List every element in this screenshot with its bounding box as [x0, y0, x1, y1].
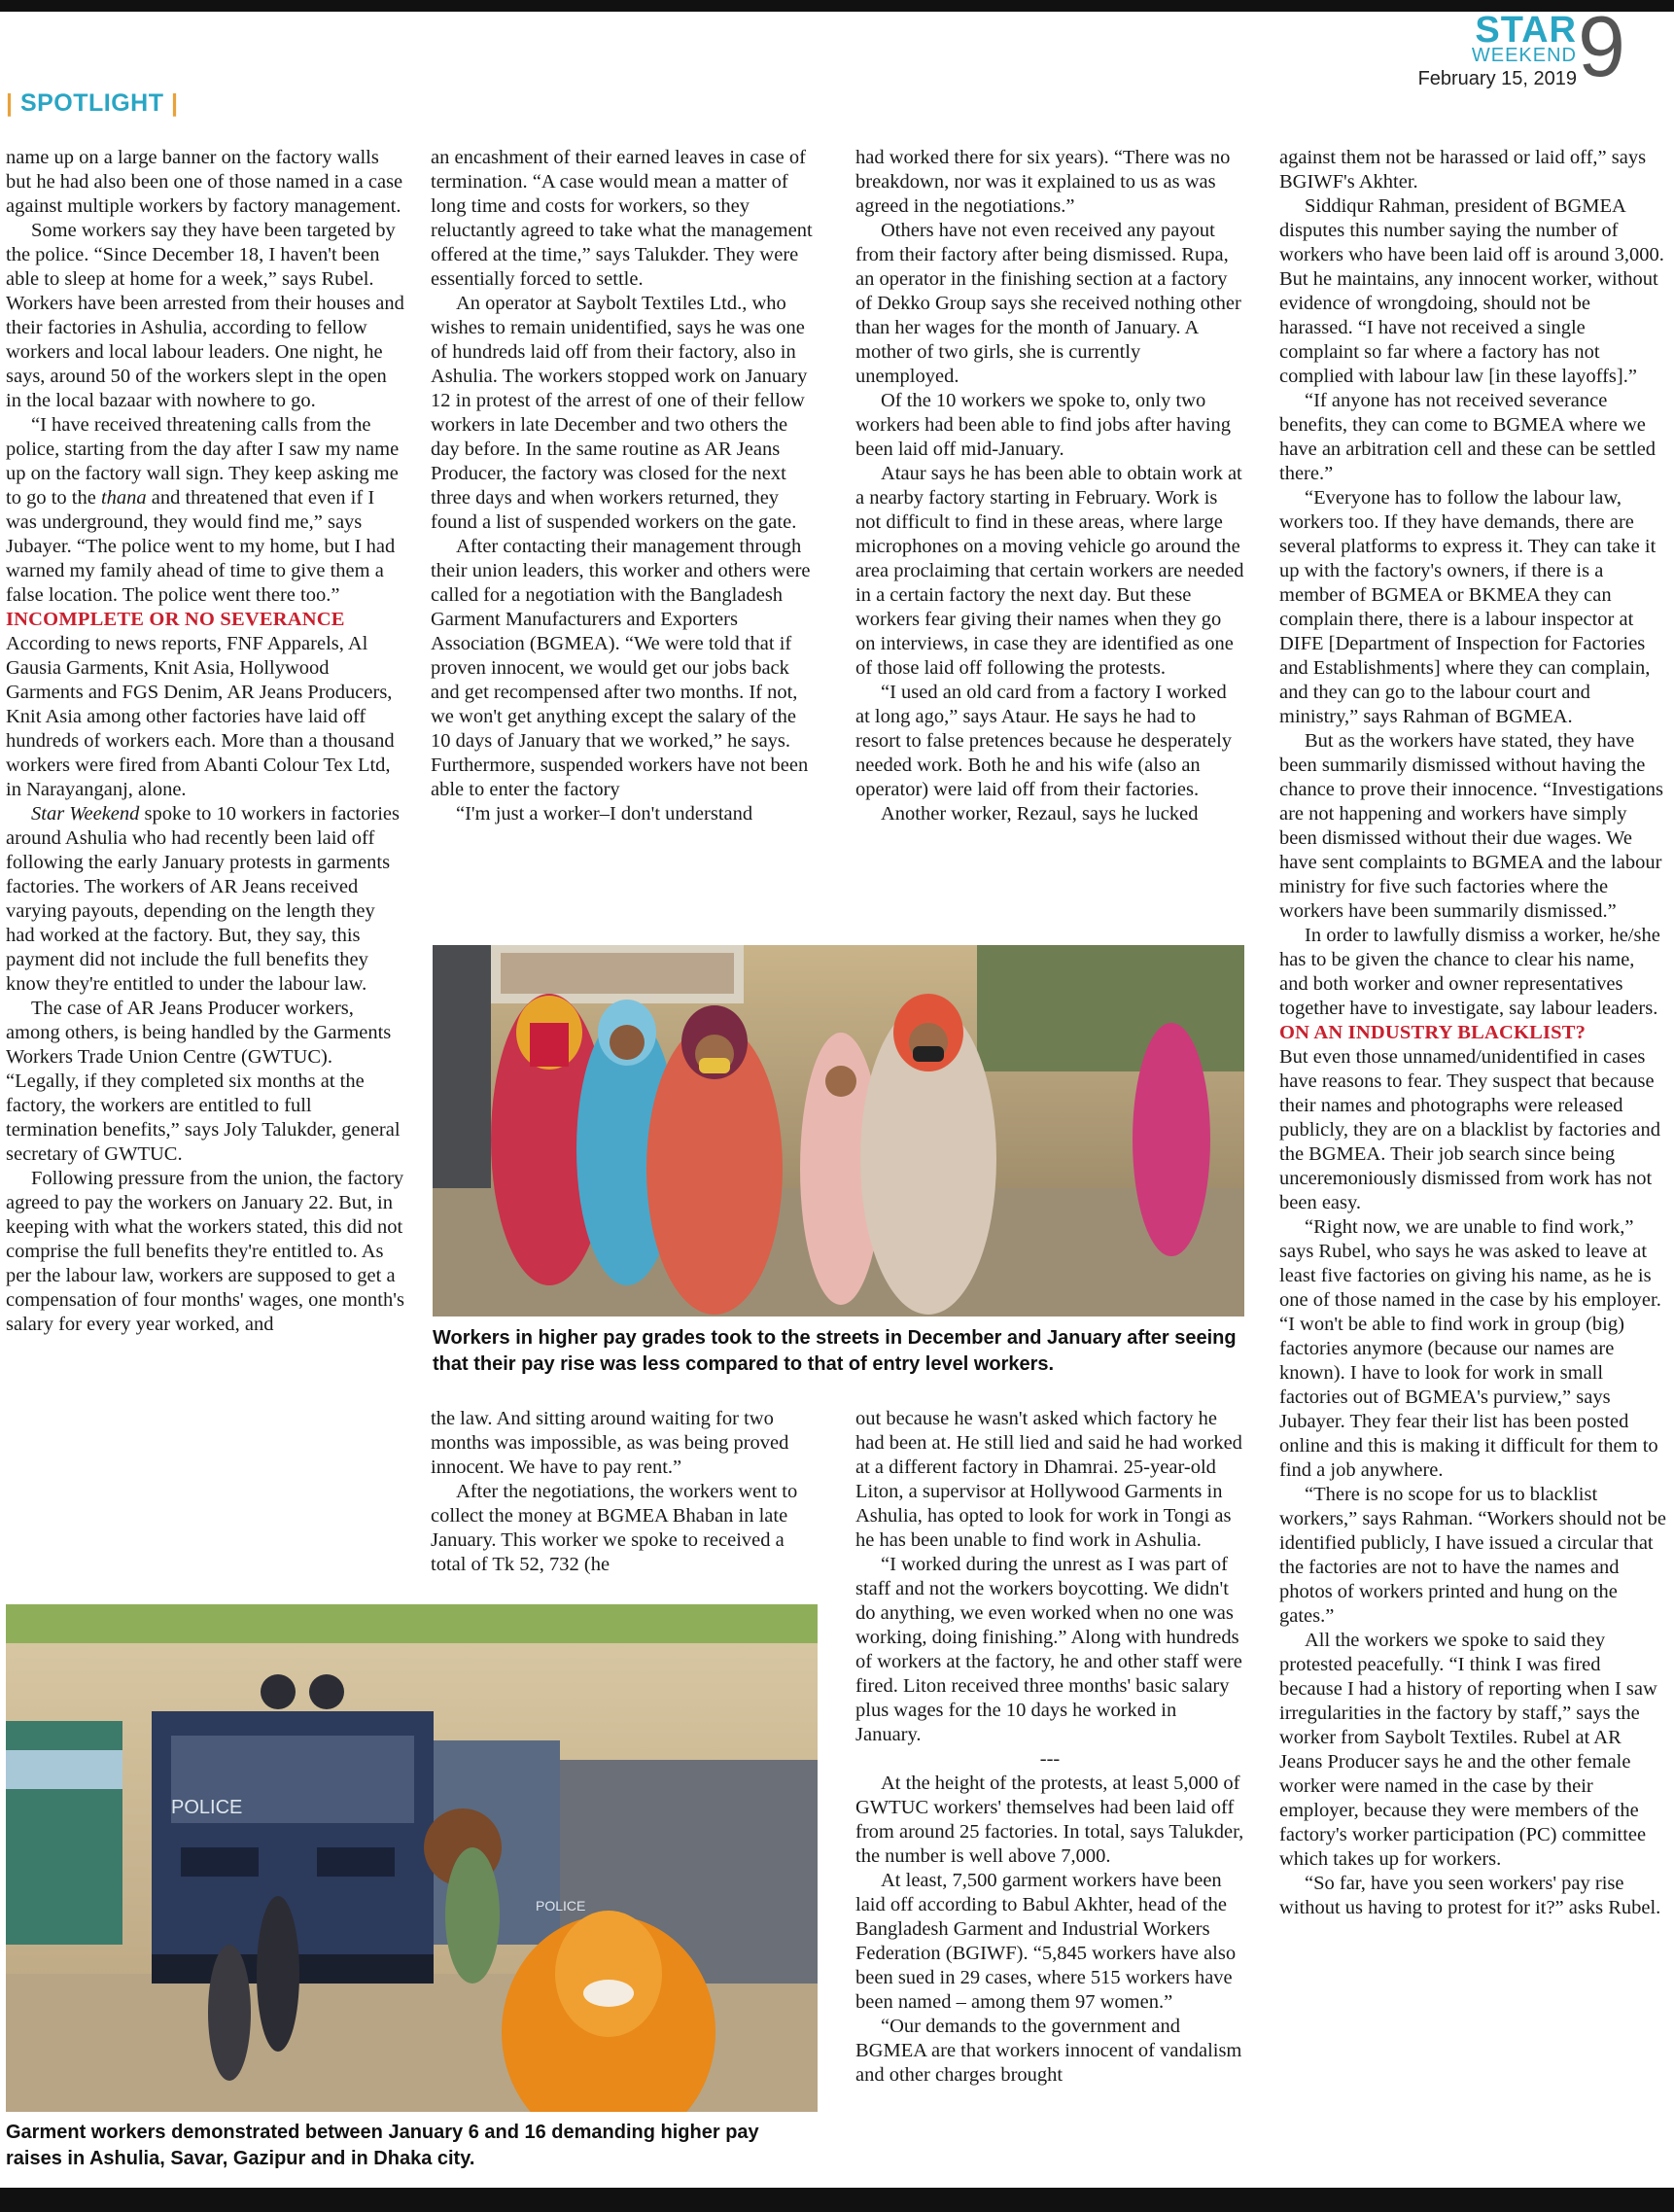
paragraph: Of the 10 workers we spoke to, only two workers had been able to find jobs after having been laid off mid-January. [855, 390, 1231, 460]
paragraph: “Our demands to the government and BGMEA are that workers innocent of vandalism and other charges brought [855, 2016, 1242, 2086]
paragraph: name up on a large banner on the factory walls but he had also been one of those named in a case against multiple workers by factory management. [6, 147, 403, 217]
bottom-border [0, 2188, 1674, 2212]
column-2-top [431, 146, 820, 826]
paragraph: “Everyone has to follow the labour law, workers too. If they have demands, there are several platforms to express it. They can take it up with the factory's owners, if there is a member of BGMEA or BKMEA they can complain there, there is a labour inspector at DIFE [Department of Inspection for Factories and Establishments] where they can complain, and they can go to the labour court and ministry,” says Rahman of BGMEA. [1279, 487, 1657, 727]
paragraph: At least, 7,500 garment workers have been laid off according to Babul Akhter, head of the Bangladesh Garment and Industrial Workers Federation (BGIWF). “5,845 workers have also been sued in 29 cases, where 515 workers have been named – among them 97 women.” [855, 1870, 1237, 2013]
section-title: SPOTLIGHT [19, 89, 164, 117]
column-3-top [855, 146, 1244, 826]
paragraph: an encashment of their earned leaves in case of termination. “A case would mean a matter of long time and costs for workers, so they reluctantly agreed to take what the management offered at the time,” says Talukder. They were essentially forced to settle. [431, 147, 813, 290]
photo-caption-2: Garment workers demonstrated between January 6 and 16 demanding higher pay raises in Ashulia, Savar, Gazipur and in Dhaka city. [6, 2122, 759, 2169]
paragraph: At the height of the protests, at least 5,000 of GWTUC workers' themselves had been laid off from around 25 factories. In total, says Talukder, the number is well above 7,000. [855, 1773, 1244, 1867]
paragraph: “I used an old card from a factory I worked at long ago,” says Ataur. He says he had to resort to false pretences because he desperately needed work. Both he and his wife (also an operator) were laid off from their factories. [855, 682, 1233, 800]
paragraph: According to news reports, FNF Apparels, Al Gausia Garments, Knit Asia, Hollywood Garments and FGS Denim, AR Jeans Producers, Knit Asia among other factories have laid off hundreds of workers each. More than a thousand workers were fired from Abanti Colour Tex Ltd, in Narayanganj, alone. [6, 633, 395, 800]
paragraph: After the negotiations, the workers went to collect the money at BGMEA Bhaban in late January. This worker we spoke to received a total of Tk 52, 732 (he [431, 1481, 798, 1575]
section-label [6, 89, 178, 118]
paragraph: Siddiqur Rahman, president of BGMEA disputes this number saying the number of workers who have been laid off is around 3,000. But he maintains, any innocent worker, without evidence of wrongdoing, should not be harassed. “I have not received a single complaint so far where a factory has not complied with labour law [in these layoffs].” [1279, 195, 1664, 387]
column-3-bottom [855, 1407, 1244, 2088]
paragraph: Star Weekend spoke to 10 workers in factories around Ashulia who had recently been laid off following the early January protests in garments factories. The workers of AR Jeans received varying payouts, depending on the length they had worked at the factory. But, they say, this payment did not include the full benefits they know they're entitled to under the labour law. [6, 803, 400, 995]
column-2-bottom [431, 1407, 820, 1577]
issue-date: February 15, 2019 [1417, 68, 1577, 89]
paragraph: Ataur says he has been able to obtain work at a nearby factory starting in February. Work is not difficult to find in these areas, where large microphones on a moving vehicle go around the area proclaiming that certain workers are needed in a certain factory the next day. But these workers fear giving their names when they go on interviews, in case they are identified as one of those laid off following the protests. [855, 463, 1244, 679]
paragraph: Some workers say they have been targeted by the police. “Since December 18, I haven't been able to sleep at home for a week,” says Rubel. Workers have been arrested from their houses and their factories in Ashulia, according to fellow workers and local labour leaders. One night, he says, around 50 of the workers slept in the open in the local bazaar with nowhere to go. [6, 220, 404, 411]
shield-label: POLICE [536, 1898, 586, 1914]
page-number: 9 [1578, 0, 1625, 94]
paragraph: But even those unnamed/unidentified in cases have reasons to fear. They suspect that because their names and photographs were released publicly, they are on a blacklist by factories and the BGMEA. Their job search since being unceremoniously dismissed from work has not been easy. [1279, 1046, 1661, 1213]
masthead [1373, 0, 1625, 94]
paragraph: All the workers we spoke to said they protested peacefully. “I think I was fired because I had a history of reporting when I saw irregularities in the factory by staff,” says the worker from Saybolt Textiles. Rubel at AR Jeans Producer says he and the other female worker were named in the case by their employer, because they were members of the factory's worker participation (PC) committee which takes up for workers. [1279, 1630, 1657, 1870]
photo-caption-1: Workers in higher pay grades took to the streets in December and January after seeing that their pay rise was less compared to that of entry level workers. [433, 1327, 1237, 1375]
column-1 [6, 146, 404, 1337]
paragraph: An operator at Saybolt Textiles Ltd., who wishes to remain unidentified, says he was one of hundreds laid off from their factory, also in Ashulia. The workers stopped work on January 12 in protest of the arrest of one of their fellow workers in late December and two others the day before. In the same routine as AR Jeans Producer, the factory was closed for the next three days and when workers returned, they found a list of suspended workers on the gate. [431, 293, 808, 533]
paragraph: had worked there for six years). “There was no breakdown, nor was it explained to us as was agreed in the negotiations.” [855, 147, 1231, 217]
column-4 [1279, 146, 1668, 1920]
paragraph: “I worked during the unrest as I was part of staff and not the workers boycotting. We didn't do anything, we even worked when no one was working, doing finishing.” Along with hundreds of workers at the factory, he and other staff were fired. Liton received three months' basic salary plus wages for the 10 days he worked in January. [855, 1554, 1242, 1745]
masthead-weekend: WEEKEND [1471, 45, 1577, 66]
paragraph: The case of AR Jeans Producer workers, among others, is being handled by the Garments Workers Trade Union Centre (GWTUC). “Legally, if they completed six months at the factory, the workers are entitled to full termination benefits,” says Joly Talukder, general secretary of GWTUC. [6, 998, 401, 1165]
paragraph: In order to lawfully dismiss a worker, he/she has to be given the chance to clear his name, and both worker and owner representatives together have to investigate, say labour leaders. [1279, 925, 1660, 1019]
masthead-star: STAR [1475, 10, 1577, 51]
paragraph: “So far, have you seen workers' pay rise without us having to protest for it?” asks Rubel. [1279, 1873, 1661, 1918]
subheading: INCOMPLETE OR NO SEVERANCE [6, 609, 345, 630]
paragraph: Following pressure from the union, the factory agreed to pay the workers on January 22. But, in keeping with what the workers stated, this did not comprise the full benefits they're entitled to. As per the labour law, workers are supposed to get a compensation of four months' wages, one month's salary for every year worked, and [6, 1168, 404, 1335]
paragraph: After contacting their management through their union leaders, this worker and others were called for a negotiation with the Bangladesh Garment Manufacturers and Exporters Association (BGMEA). “We were told that if proven innocent, we would get our jobs back and get recompensed after two months. If not, we won't get anything except the salary of the 10 days of January that we worked,” he says. Furthermore, suspended workers have not been able to enter the factory [431, 536, 811, 800]
van-label: POLICE [171, 1797, 243, 1818]
paragraph: “I'm just a worker–I don't understand [456, 803, 753, 825]
subheading: ON AN INDUSTRY BLACKLIST? [1279, 1022, 1587, 1043]
paragraph: “There is no scope for us to blacklist workers,” says Rahman. “Workers should not be identified publicly, I have issued a circular that the factories are not to have the names and photos of workers printed and hung on the gates.” [1279, 1484, 1667, 1627]
section-separator: --- [1039, 1748, 1061, 1770]
section-bar-right: | [170, 89, 179, 117]
paragraph: “I have received threatening calls from the police, starting from the day after I saw my name up on the factory wall sign. They keep asking me to go to the thana and threatened that even if I was underground, they would find me,” says Jubayer. “The police went to my home, but I had warned my family ahead of time to give them a false location. The police went there too.” [6, 414, 400, 606]
paragraph: But as the workers have stated, they have been summarily dismissed without having the chance to prove their innocence. “Investigations are not happening and workers have simply been dismissed without their due wages. We have sent complaints to BGMEA and the labour ministry for five such factories where the workers have been summarily dismissed.” [1279, 730, 1664, 922]
women-protest-photo [433, 945, 1244, 1317]
paragraph: Another worker, Rezaul, says he lucked [881, 803, 1199, 825]
paragraph: against them not be harassed or laid off,” says BGIWF's Akhter. [1279, 147, 1647, 193]
paragraph: “Right now, we are unable to find work,” says Rubel, who says he was asked to leave at least five factories on giving his name, as he is one of those named in the case by his employer. “I won't be able to find work in group (big) factories anymore (because our names are known). I have to look for work in small factories out of BGMEA's purview,” says Jubayer. They fear their list has been posted online and this is making it difficult for them to find a job anywhere. [1279, 1216, 1661, 1481]
paragraph: out because he wasn't asked which factory he had been at. He still lied and said he had worked at a different factory in Dhamrai. 25-year-old Liton, a supervisor at Hollywood Garments in Ashulia, has opted to look for work in Tongi as he has been unable to find work in Ashulia. [855, 1408, 1242, 1551]
section-bar-left: | [6, 89, 14, 117]
paragraph: the law. And sitting around waiting for two months was impossible, as was being proved innocent. We have to pay rent.” [431, 1408, 789, 1478]
paragraph: “If anyone has not received severance benefits, they can come to BGMEA where we have an arbitration cell and these can be settled there.” [1279, 390, 1657, 484]
paragraph: Others have not even received any payout from their factory after being dismissed. Rupa, an operator in the finishing section at a factory of Dekko Group says she received nothing other than her wages for the month of January. A mother of two girls, she is currently unemployed. [855, 220, 1241, 387]
police-van-protest-photo [6, 1604, 818, 2112]
